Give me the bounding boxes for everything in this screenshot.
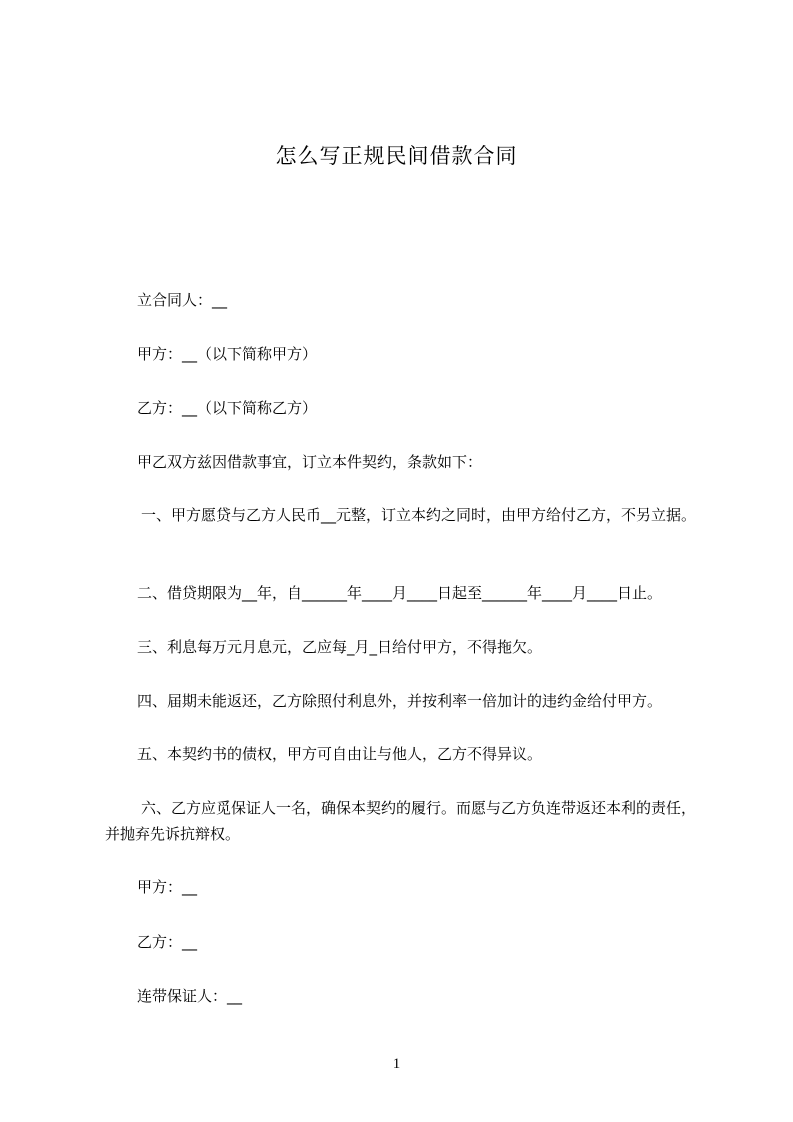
clause-2: 二、借贷期限为__年，自______年____月____日起至______年____月____日止。 bbox=[137, 584, 663, 602]
page-number: 1 bbox=[392, 1056, 401, 1072]
signature-party-a: 甲方：__ bbox=[137, 878, 198, 896]
signature-party-b: 乙方：__ bbox=[137, 933, 198, 951]
clause-6: 六、乙方应觅保证人一名，确保本契约的履行。而愿与乙方负连带返还本利的责任，并抛弃先诉抗辩权。 bbox=[105, 799, 697, 843]
clause-5: 五、本契约书的债权，甲方可自由让与他人，乙方不得异议。 bbox=[137, 745, 543, 763]
clause-1: 一、甲方愿贷与乙方人民币__元整，订立本约之同时，由甲方给付乙方，不另立据。 bbox=[141, 506, 697, 524]
contract-party-line: 立合同人：__ bbox=[137, 291, 228, 309]
clause-4: 四、届期未能返还，乙方除照付利息外，并按利率一倍加计的违约金给付甲方。 bbox=[137, 692, 663, 710]
signature-guarantor: 连带保证人：__ bbox=[137, 987, 243, 1005]
party-a-line: 甲方：__（以下简称甲方） bbox=[137, 345, 318, 363]
clause-3: 三、利息每万元月息元，乙应每_月_日给付甲方，不得拖欠。 bbox=[137, 638, 543, 656]
intro-paragraph: 甲乙双方兹因借款事宜，订立本件契约，条款如下： bbox=[137, 453, 483, 471]
document-title: 怎么写正规民间借款合同 bbox=[275, 144, 518, 168]
party-b-line: 乙方：__（以下简称乙方） bbox=[137, 399, 318, 417]
